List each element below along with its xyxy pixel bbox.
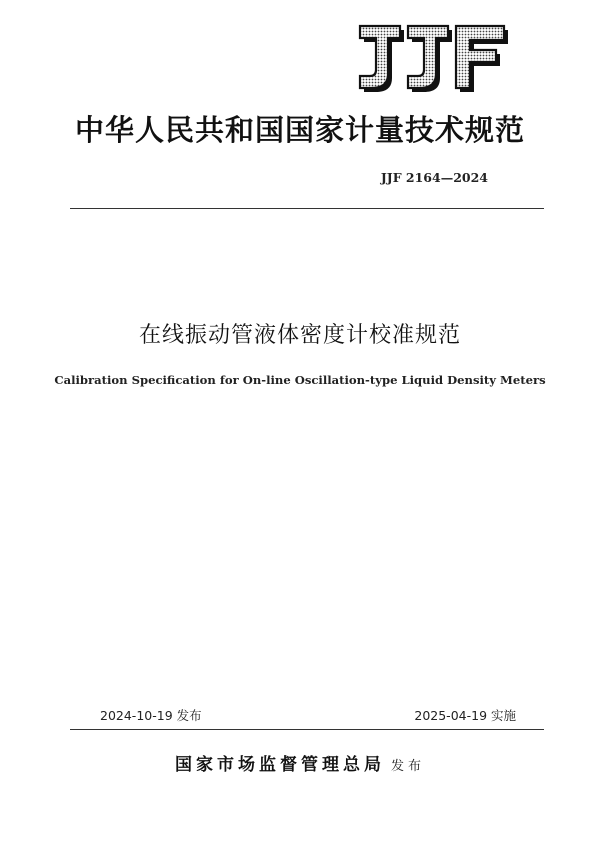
- jjf-logo: [356, 24, 512, 92]
- document-title-chinese: 在线振动管液体密度计校准规范: [138, 323, 461, 348]
- top-divider: [70, 208, 544, 209]
- publisher-name: 国家市场监督管理总局: [174, 755, 385, 775]
- standard-number: JJF 2164—2024: [380, 170, 488, 185]
- jjf-logo-text: JJF: [356, 24, 358, 25]
- issue-date: 2024-10-19 发布: [100, 708, 202, 723]
- implementation-date: 2025-04-19 实施: [414, 708, 516, 723]
- publisher-suffix: 发布: [390, 759, 425, 774]
- document-title-english: Calibration Specification for On-line Oscillation-type Liquid Density Meters: [54, 373, 546, 387]
- publisher: [0, 750, 600, 775]
- bottom-divider: [70, 729, 544, 730]
- org-title: 中华人民共和国国家计量技术规范: [74, 113, 525, 147]
